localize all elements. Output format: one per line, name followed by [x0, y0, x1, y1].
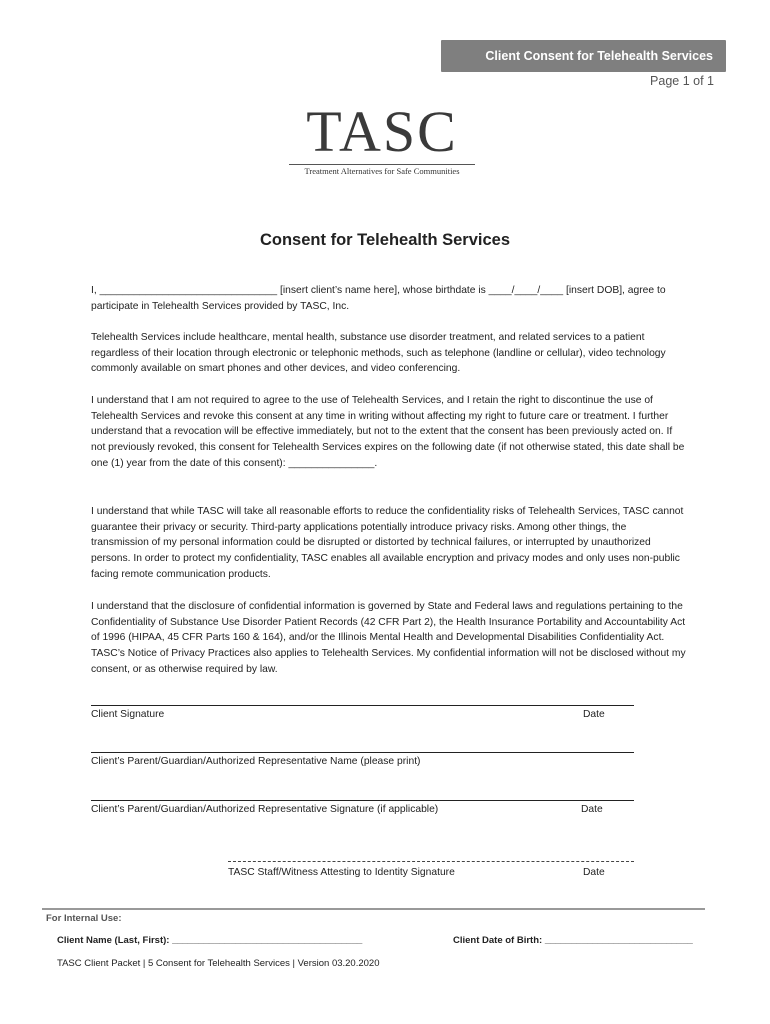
- paragraph-revocation: [91, 393, 686, 472]
- paragraph-text: I understand that while TASC will take all reasonable efforts to reduce the confidentiality risks of Telehealth Services, TASC cannot guarantee their privacy or security. Third-party applications potentially introduce privacy risks. Among other things, the transmission of my personal information could be disrupted or distorted by technical failures, or interrupted by unauthorized persons. In order to protect my confidentiality, TASC enables all available encryption and privacy modes and only uses non-public facing remote communication products.: [91, 506, 684, 580]
- logo-wordmark: TASC: [306, 99, 458, 164]
- guardian-signature-line[interactable]: [91, 800, 634, 801]
- logo-tagline: Treatment Alternatives for Safe Communities: [304, 166, 460, 176]
- paragraph-services: [91, 330, 686, 377]
- paragraph-disclosure: [91, 599, 686, 678]
- guardian-name-line[interactable]: [91, 752, 634, 753]
- logo-divider: [289, 164, 475, 165]
- guardian-signature-label: Client’s Parent/Guardian/Authorized Representative Signature (if applicable): [91, 804, 439, 815]
- staff-signature-label: TASC Staff/Witness Attesting to Identity Signature: [228, 867, 455, 878]
- guardian-date-label: Date: [581, 804, 603, 815]
- client-signature-label: Client Signature: [91, 709, 165, 720]
- client-signature-line[interactable]: [91, 705, 634, 706]
- tasc-logo: [287, 99, 477, 176]
- guardian-name-label: Client’s Parent/Guardian/Authorized Representative Name (please print): [91, 756, 421, 767]
- page-indicator: Page 1 of 1: [650, 74, 714, 88]
- client-date-label: Date: [583, 709, 605, 720]
- client-name-field[interactable]: Client Name (Last, First): ____________________________________: [57, 935, 363, 946]
- staff-signature-line[interactable]: [228, 861, 634, 862]
- header-title: Client Consent for Telehealth Services: [485, 49, 713, 63]
- document-header-tab: [441, 40, 726, 72]
- paragraph-intro: [91, 283, 686, 314]
- internal-use-heading: For Internal Use:: [46, 913, 122, 924]
- paragraph-text: I, _______________________________ [insert client’s name here], whose birthdate is ____/____/____ [insert DOB], agree to participate in Telehealth Services provided by TASC, Inc.: [91, 285, 666, 312]
- paragraph-text: Telehealth Services include healthcare, mental health, substance use disorder treatment, and related services to a patient regardless of their location through electronic or telephonic methods, such as telephone (landline or cellular), video technology commonly available on smart phones and other devices, and video conferencing.: [91, 332, 666, 375]
- internal-use-divider: [42, 908, 705, 910]
- paragraph-privacy: [91, 504, 686, 583]
- document-footer: TASC Client Packet | 5 Consent for Telehealth Services | Version 03.20.2020: [57, 958, 380, 969]
- paragraph-text: I understand that the disclosure of confidential information is governed by State and Federal laws and regulations pertaining to the Confidentiality of Substance Use Disorder Patient Records (42 CFR Part 2), the Health Insurance Portability and Accountability Act of 1996 (HIPAA, 45 CFR Parts 160 & 164), and/or the Illinois Mental Health and Developmental Disabilities Confidentiality Act. TASC’s Notice of Privacy Practices also applies to Telehealth Services. My confidential information will not be disclosed without my consent, or as otherwise required by law.: [91, 601, 686, 675]
- page-title: Consent for Telehealth Services: [259, 231, 511, 249]
- paragraph-text: I understand that I am not required to agree to the use of Telehealth Services, and I retain the right to discontinue the use of Telehealth Services and revoke this consent at any time in writing without affecting my right to future care or treatment. I further understand that a revocation will be effective immediately, but not to the extent that the consent has been previously acted on. If not previously revoked, this consent for Telehealth Services expires on the following date (if not otherwise stated, this date shall be one (1) year from the date of this consent): _______________.: [91, 395, 685, 469]
- staff-date-label: Date: [583, 867, 605, 878]
- client-dob-field[interactable]: Client Date of Birth: ____________________________: [453, 935, 693, 946]
